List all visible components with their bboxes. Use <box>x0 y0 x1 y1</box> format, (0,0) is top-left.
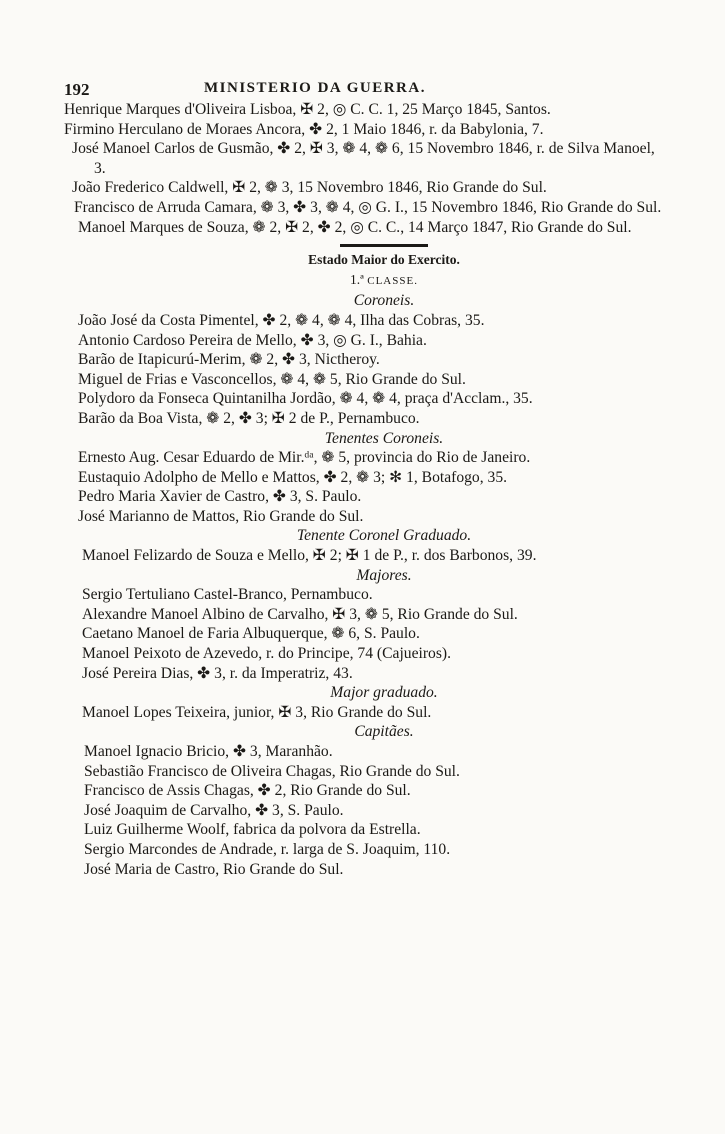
category-heading-tenentes-coroneis: Tenentes Coroneis. <box>324 429 444 447</box>
list-item: Alexandre Manoel Albino de Carvalho, ✠ 3, ❁ 5, Rio Grande do Sul. <box>82 605 518 623</box>
major-graduado-list <box>82 703 664 723</box>
tenente-coronel-graduado-list <box>82 546 664 566</box>
list-item: Sergio Marcondes de Andrade, r. larga de S. Joaquim, 110. <box>84 840 451 858</box>
list-item: Firmino Herculano de Moraes Ancora, ✤ 2, 1 Maio 1846, r. da Babylonia, 7. <box>64 120 544 138</box>
page-body <box>64 100 664 879</box>
list-item: Eustaquio Adolpho de Mello e Mattos, ✤ 2, ❁ 3; ✻ 1, Botafogo, 35. <box>78 468 508 486</box>
list-item: Manoel Peixoto de Azevedo, r. do Principe, 74 (Cajueiros). <box>82 645 451 663</box>
section-divider <box>340 244 428 247</box>
classe-number: 1.ª <box>350 271 364 287</box>
list-item: Manoel Marques de Souza, ❁ 2, ✠ 2, ✤ 2, ◎ C. C., 14 Março 1847, Rio Grande do Sul. <box>78 218 632 236</box>
list-item: Manoel Ignacio Bricio, ✤ 3, Maranhão. <box>84 743 333 760</box>
running-title: MINISTERIO DA GUERRA. <box>204 80 426 96</box>
list-item: José Pereira Dias, ✤ 3, r. da Imperatriz, 43. <box>82 664 353 682</box>
list-item: Henrique Marques d'Oliveira Lisboa, ✠ 2, ◎ C. C. 1, 25 Março 1845, Santos. <box>64 101 551 118</box>
page-number: 192 <box>64 80 90 99</box>
category-heading-majores: Majores. <box>356 566 412 584</box>
list-item: Pedro Maria Xavier de Castro, ✤ 3, S. Paulo. <box>78 488 362 506</box>
opening-entries <box>64 100 664 237</box>
list-item: Caetano Manoel de Faria Albuquerque, ❁ 6, S. Paulo. <box>82 625 420 643</box>
list-item: Francisco de Assis Chagas, ✤ 2, Rio Grande do Sul. <box>84 782 411 800</box>
classe-word: CLASSE. <box>367 274 418 287</box>
list-item: Sergio Tertuliano Castel-Branco, Pernambuco. <box>82 586 373 604</box>
category-heading-major-graduado: Major graduado. <box>330 684 438 702</box>
list-item: Luiz Guilherme Woolf, fabrica da polvora da Estrella. <box>84 821 421 839</box>
category-heading-capitaes: Capitães. <box>354 723 414 741</box>
list-item: Miguel de Frias e Vasconcellos, ❁ 4, ❁ 5, Rio Grande do Sul. <box>78 370 466 388</box>
list-item: Polydoro da Fonseca Quintanilha Jordão, ❁ 4, ❁ 4, praça d'Acclam., 35. <box>78 390 533 408</box>
capitaes-list <box>84 742 664 879</box>
list-item: José Marianno de Mattos, Rio Grande do Sul. <box>78 507 364 525</box>
list-item: Ernesto Aug. Cesar Eduardo de Mir.ᵈᵃ, ❁ 5, provincia do Rio de Janeiro. <box>78 449 531 467</box>
list-item: Antonio Cardoso Pereira de Mello, ✤ 3, ◎ G. I., Bahia. <box>78 331 427 349</box>
list-item: José Manoel Carlos de Gusmão, ✤ 2, ✠ 3, ❁ 4, ❁ 6, 15 Novembro 1846, r. de Silva Manoel, 3. <box>72 140 655 177</box>
list-item: Barão de Itapicurú-Merim, ❁ 2, ✤ 3, Nictheroy. <box>78 351 380 369</box>
coroneis-list <box>78 311 664 429</box>
list-item: Manoel Lopes Teixeira, junior, ✠ 3, Rio Grande do Sul. <box>82 703 432 721</box>
classe-heading <box>104 270 664 292</box>
list-item: João José da Costa Pimentel, ✤ 2, ❁ 4, ❁ 4, Ilha das Cobras, 35. <box>78 311 485 329</box>
category-heading-tenente-coronel-graduado: Tenente Coronel Graduado. <box>296 527 472 545</box>
list-item: José Maria de Castro, Rio Grande do Sul. <box>84 860 344 878</box>
list-item: Francisco de Arruda Camara, ❁ 3, ✤ 3, ❁ 4, ◎ G. I., 15 Novembro 1846, Rio Grande do Sul. <box>74 198 662 216</box>
list-item: Manoel Felizardo de Souza e Mello, ✠ 2; ✠ 1 de P., r. dos Barbonos, 39. <box>82 547 537 565</box>
majores-list <box>82 585 664 683</box>
tenentes-coroneis-list <box>78 448 664 526</box>
list-item: João Frederico Caldwell, ✠ 2, ❁ 3, 15 Novembro 1846, Rio Grande do Sul. <box>72 179 547 197</box>
category-heading-coroneis: Coroneis. <box>353 292 415 310</box>
section-title: Estado Maior do Exercito. <box>308 252 460 268</box>
list-item: Barão da Boa Vista, ❁ 2, ✤ 3; ✠ 2 de P., Pernambuco. <box>78 409 420 427</box>
page-header <box>64 80 664 102</box>
list-item: José Joaquim de Carvalho, ✤ 3, S. Paulo. <box>84 801 344 819</box>
list-item: Sebastião Francisco de Oliveira Chagas, Rio Grande do Sul. <box>84 762 460 780</box>
